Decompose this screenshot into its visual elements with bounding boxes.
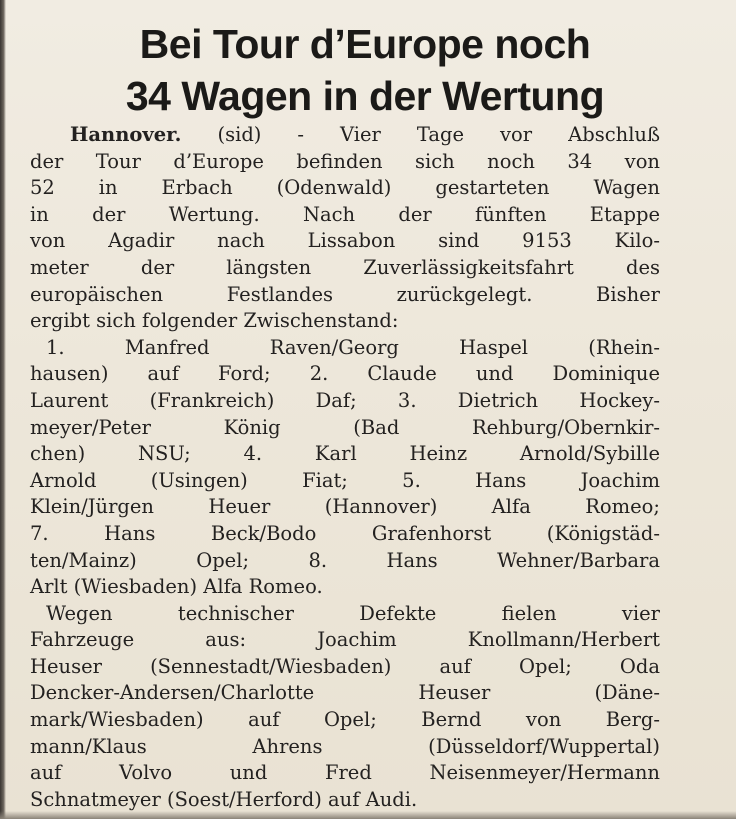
- paper-edge-bottom: [0, 811, 736, 819]
- body-line: Fahrzeuge aus: Joachim Knollmann/Herbert: [30, 628, 660, 652]
- body-line: Arnold (Usingen) Fiat; 5. Hans Joachim: [30, 468, 660, 492]
- headline-line-2: 34 Wagen in der Wertung: [125, 73, 605, 119]
- article-headline: [20, 18, 710, 122]
- body-line: hausen) auf Ford; 2. Claude und Dominique: [30, 362, 660, 386]
- body-line: Heuser (Sennestadt/Wiesbaden) auf Opel; Oda: [30, 654, 660, 678]
- body-line: 1. Manfred Raven/Georg Haspel (Rhein-: [46, 335, 660, 359]
- body-line-text: (sid) - Vier Tage vor Abschluß: [217, 123, 661, 146]
- body-line: in der Wertung. Nach der fünften Etappe: [30, 202, 660, 226]
- body-line: [30, 122, 660, 149]
- body-line: mann/Klaus Ahrens (Düsseldorf/Wuppertal): [30, 734, 660, 758]
- body-line: 7. Hans Beck/Bodo Grafenhorst (Königstäd-: [30, 521, 660, 545]
- body-line: Dencker-Andersen/Charlotte Heuser (Däne-: [30, 681, 660, 705]
- body-line: auf Volvo und Fred Neisenmeyer/Hermann: [30, 761, 660, 785]
- body-line: europäischen Festlandes zurückgelegt. Bisher: [30, 282, 660, 306]
- body-line: chen) NSU; 4. Karl Heinz Arnold/Sybille: [30, 442, 660, 466]
- body-line: meyer/Peter König (Bad Rehburg/Obernkir-: [30, 415, 660, 439]
- paper-edge-left: [0, 0, 6, 819]
- body-line: von Agadir nach Lissabon sind 9153 Kilo-: [30, 229, 660, 253]
- body-line: Klein/Jürgen Heuer (Hannover) Alfa Romeo;: [30, 495, 660, 519]
- body-line: Arlt (Wiesbaden) Alfa Romeo.: [30, 575, 323, 599]
- body-line: Wegen technischer Defekte fielen vier: [46, 601, 660, 625]
- headline-line-1: Bei Tour d’Europe noch: [139, 21, 591, 67]
- article-body: [30, 122, 660, 813]
- body-line: ten/Mainz) Opel; 8. Hans Wehner/Barbara: [30, 548, 660, 572]
- body-line: 52 in Erbach (Odenwald) gestarteten Wagen: [30, 176, 660, 200]
- body-line: der Tour d’Europe befinden sich noch 34 von: [30, 149, 660, 173]
- body-line: ergibt sich folgender Zwischenstand:: [30, 309, 399, 333]
- body-line: meter der längsten Zuverlässigkeitsfahrt des: [30, 255, 660, 279]
- body-line: Laurent (Frankreich) Daf; 3. Dietrich Hockey-: [30, 388, 660, 412]
- body-line: Schnatmeyer (Soest/Herford) auf Audi.: [30, 787, 418, 811]
- dateline: Hannover.: [70, 123, 182, 146]
- body-line: mark/Wiesbaden) auf Opel; Bernd von Berg-: [30, 708, 660, 732]
